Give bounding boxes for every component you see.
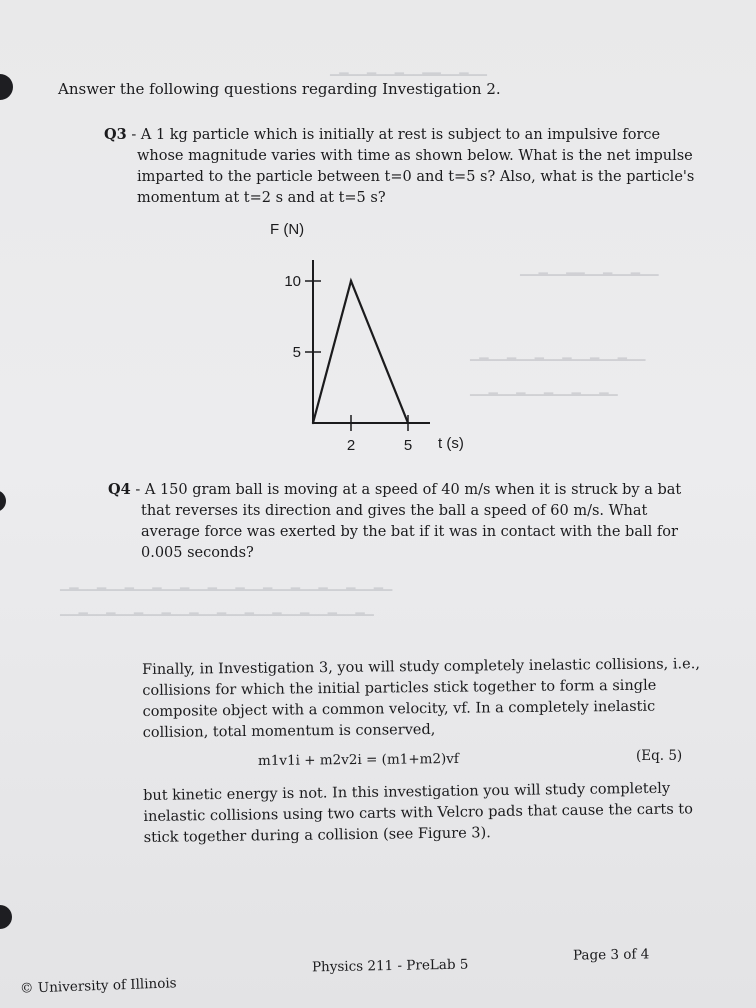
q3-number: Q3 xyxy=(104,126,127,143)
question-q4 xyxy=(108,479,681,564)
y-tick-label-5: 5 xyxy=(292,344,301,361)
investigation-3-paragraph xyxy=(142,654,700,744)
y-axis-label: F (N) xyxy=(270,221,305,238)
finally-line-3: composite object with a common velocity, vf. In a completely inelastic xyxy=(142,698,656,720)
footer-page-number: Page 3 of 4 xyxy=(572,946,650,964)
q3-text-line-4: momentum at t=2 s and at t=5 s? xyxy=(137,190,386,206)
q3-text-line-2: whose magnitude varies with time as shown below. What is the net impulse xyxy=(137,148,693,164)
punch-hole-middle xyxy=(0,490,6,512)
finally-line-1: Finally, in Investigation 3, you will study completely inelastic collisions, i.e., xyxy=(142,656,700,678)
bleed-through-texture: ▁▁▂▁▁▂▁▁▂▁▁▂▁▁▂▁▁▂▁▁▂▁▁▂▁▁▂▁▁▂▁▁▂▁ xyxy=(60,602,374,616)
force-series-line xyxy=(313,281,408,423)
q4-text-line-2: that reverses its direction and gives the ball a speed of 60 m/s. What xyxy=(141,503,648,519)
punch-hole-top xyxy=(0,74,13,100)
q4-first-line: Q4 - A 150 gram ball is moving at a speed of 40 m/s when it is struck by a bat xyxy=(108,481,682,498)
intro-instruction: Answer the following questions regarding Investigation 2. xyxy=(58,80,501,98)
x-tick-label-5: 5 xyxy=(403,437,413,454)
bleed-through-texture: ▁▂▁▁▂▁▁▂▁▁▂▁▁▂▁▁▂▁▁ xyxy=(470,347,646,361)
y-tick-label-10: 10 xyxy=(284,273,301,290)
q4-text-line-4: 0.005 seconds? xyxy=(141,545,254,561)
bleed-through-texture: ▁▂▁▁▂▁▁▂▁▁▂▂▁▁▂▁▁ xyxy=(330,62,487,76)
equation-label: (Eq. 5) xyxy=(636,748,683,764)
kinetic-energy-paragraph xyxy=(143,778,693,849)
q3-text-line-1: A 1 kg particle which is initially at rest is subject to an impulsive force xyxy=(140,127,661,143)
after-line-1: but kinetic energy is not. In this investigation you will study completely xyxy=(143,780,671,804)
force-time-chart xyxy=(250,210,510,470)
punch-hole-bottom xyxy=(0,905,12,929)
bleed-through-texture: ▁▁▂▁▁▂▁▁▂▁▁▂▁▁▂▁ xyxy=(470,382,618,396)
x-axis-label: t (s) xyxy=(438,435,464,452)
q3-first-line: Q3 - A 1 kg particle which is initially at rest is subject to an impulsive force xyxy=(104,126,661,143)
x-tick-label-2: 2 xyxy=(346,437,356,454)
after-line-3: stick together during a collision (see Figure 3). xyxy=(143,825,491,846)
momentum-equation: m1v1i + m2v2i = (m1+m2)vf xyxy=(257,750,459,770)
q4-number: Q4 xyxy=(108,481,131,498)
after-line-2: inelastic collisions using two carts with Velcro pads that cause the carts to xyxy=(143,801,694,825)
footer-copyright: © University of Illinois xyxy=(19,975,177,997)
finally-line-2: collisions for which the initial particles stick together to form a single xyxy=(142,677,657,699)
q3-text-line-3: imparted to the particle between t=0 and t=5 s? Also, what is the particle's xyxy=(137,169,695,185)
finally-line-4: collision, total momentum is conserved, xyxy=(142,721,436,741)
q4-text-line-3: average force was exerted by the bat if it was in contact with the ball for xyxy=(141,524,678,540)
question-q3 xyxy=(104,124,694,209)
bleed-through-texture: ▁▂▁▁▂▁▁▂▁▁▂▁▁▂▁▁▂▁▁▂▁▁▂▁▁▂▁▁▂▁▁▂▁▁▂▁ xyxy=(60,577,393,591)
bleed-through-texture: ▁▁▂▁▁▂▂▁▁▂▁▁▂▁▁ xyxy=(520,262,659,276)
footer-course: Physics 211 - PreLab 5 xyxy=(311,956,469,976)
q4-text-line-1: A 150 gram ball is moving at a speed of 40 m/s when it is struck by a bat xyxy=(144,482,682,498)
